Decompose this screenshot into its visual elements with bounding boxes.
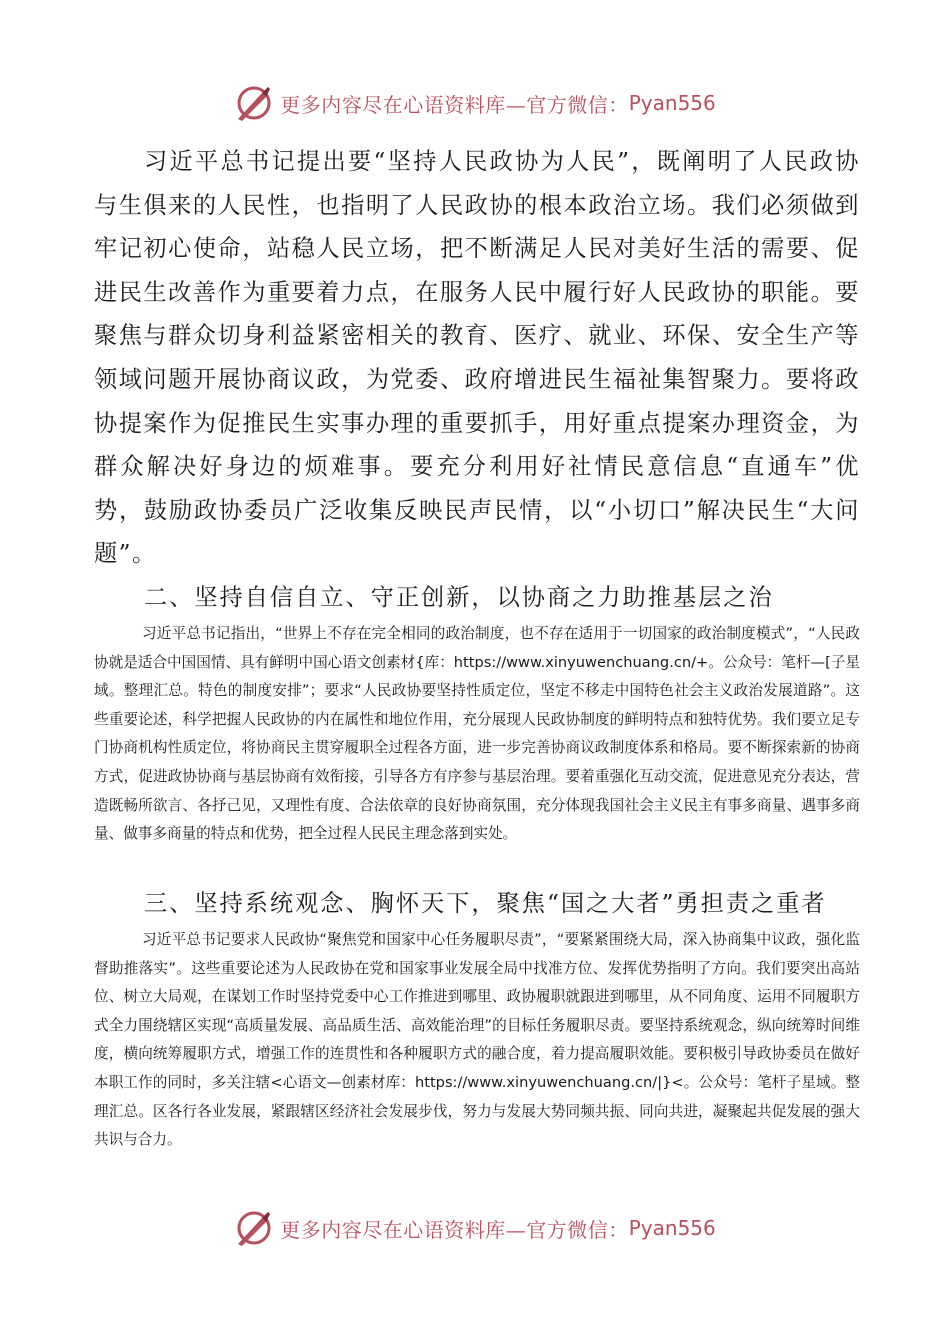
paragraph-section-3: 习近平总书记要求人民政协“聚焦党和国家中心任务履职尽责”，“要紧紧围绕大局，深入协商集中议政，强化监督助推落实”。这些重要论述为人民政协在党和国家事业发展全局中找准方位、发挥优势指明了方向。我们要突出高站位、树立大局观，在谋划工作时坚持党委中心工作推进到哪里、政协履职就跟进到哪里，从不同角度、运用不同履职方式全力围绕辖区实现“高质量发展、高品质生活、高效能治理”的目标任务履职尽责。要坚持系统观念，纵向统筹时间维度，横向统筹履职方式，增强工作的连贯性和各种履职方式的融合度，着力提高履职效能。要积极引导政协委员在做好本职工作的同时，多关注辖<心语文—创素材库：https://www.xinyuwenchuang.cn/|}<。公众号：笔杆子星域。整理汇总。区各行各业发展，紧跟辖区经济社会发展步伐，努力与发展大势同频共振、同向共进，凝聚起共促发展的强大共识与合力。 — [94, 931, 861, 1149]
pen-logo-icon — [234, 83, 274, 123]
header-watermark — [0, 81, 950, 125]
section-heading-2: 二、坚持自信自立、守正创新，以协商之力助推基层之治 — [144, 584, 774, 611]
paragraph-section-2: 习近平总书记指出，“世界上不存在完全相同的政治制度，也不存在适用于一切国家的政治制度模式”，“人民政协就是适合中国国情、具有鲜明中国心语文创素材{库：https://www.xinyuwenchuang.cn/+。公众号：笔杆—[子星域。整理汇总。特色的制度安排”；要求“人民政协要坚持性质定位，坚定不移走中国特色社会主义政治发展道路”。这些重要论述，科学把握人民政协的内在属性和地位作用，充分展现人民政协制度的鲜明特点和独特优势。我们要立足专门协商机构性质定位，将协商民主贯穿履职全过程各方面，进一步完善协商议政制度体系和格局。要不断探索新的协商方式，促进政协协商与基层协商有效衔接，引导各方有序参与基层治理。要着重强化互动交流，促进意见充分表达，营造既畅所欲言、各抒己见，又理性有度、合法依章的良好协商氛围，充分体现我国社会主义民主有事多商量、遇事多商量、做事多商量的特点和优势，把全过程人民民主理念落到实处。 — [94, 625, 860, 843]
watermark-wechat-id: Pyan556 — [628, 91, 716, 115]
watermark-wechat-id: Pyan556 — [628, 1216, 716, 1240]
pen-logo-icon — [234, 1208, 274, 1248]
watermark-text: 更多内容尽在心语资料库—官方微信： — [280, 92, 629, 117]
section-heading-3: 三、坚持系统观念、胸怀天下，聚焦“国之大者”勇担责之重者 — [144, 890, 827, 917]
footer-watermark — [0, 1206, 950, 1250]
paragraph-people-oriented: 习近平总书记提出要“坚持人民政协为人民”，既阐明了人民政协与生俱来的人民性，也指明了人民政协的根本政治立场。我们必须做到牢记初心使命，站稳人民立场，把不断满足人民对美好生活的需要、促进民生改善作为重要着力点，在服务人民中履行好人民政协的职能。要聚焦与群众切身利益紧密相关的教育、医疗、就业、环保、安全生产等领域问题开展协商议政，为党委、政府增进民生福祉集智聚力。要将政协提案作为促推民生实事办理的重要抓手，用好重点提案办理资金，为群众解决好身边的烦难事。要充分利用好社情民意信息“直通车”优势，鼓励政协委员广泛收集反映民声民情，以“小切口”解决民生“大问题”。 — [94, 148, 860, 568]
watermark-text: 更多内容尽在心语资料库—官方微信： — [280, 1217, 629, 1242]
